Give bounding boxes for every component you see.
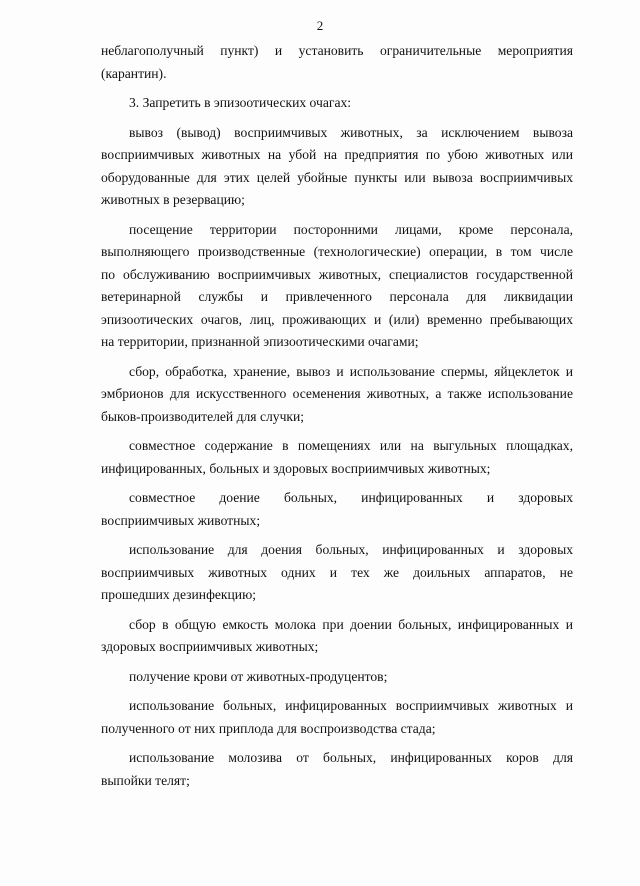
paragraph xyxy=(101,219,573,354)
text-line: ветеринарной службы и привлеченного персонала для ликвидации xyxy=(101,289,573,304)
text-line: эмбрионов для искусственного осеменения животных, а также использование xyxy=(101,386,573,401)
paragraph xyxy=(101,487,573,532)
text-line: здоровых восприимчивых животных; xyxy=(101,639,319,654)
text-line: животных в резервацию; xyxy=(101,192,245,207)
text-line: прошедших дезинфекцию; xyxy=(101,587,257,602)
text-line: восприимчивых животных; xyxy=(101,512,261,528)
text-line: эпизоотических очагов, лиц, проживающих и (или) временно пребывающих xyxy=(101,311,573,327)
paragraph xyxy=(101,122,573,212)
text-line: по обслуживанию восприимчивых животных, специалистов государственной xyxy=(101,266,573,282)
paragraph xyxy=(101,435,573,480)
page-number: 2 xyxy=(316,18,324,33)
text-line: использование больных, инфицированных восприимчивых животных и xyxy=(129,698,573,713)
paragraph xyxy=(101,40,573,85)
text-line: выполняющего производственные (технологические) операции, в том числе xyxy=(101,244,573,259)
text-line: использование молозива от больных, инфицированных коров для xyxy=(129,750,573,765)
text-line: совместное содержание в помещениях или на выгульных площадках, xyxy=(129,438,573,453)
text-line: получение крови от животных-продуцентов; xyxy=(129,668,388,684)
text-line: 3. Запретить в эпизоотических очагах: xyxy=(129,95,352,110)
text-line: совместное доение больных, инфицированных и здоровых xyxy=(129,490,573,505)
text-line: на территории, признанной эпизоотическими очагами; xyxy=(101,334,419,349)
text-line: полученного от них приплода для воспроизводства стада; xyxy=(101,720,436,736)
text-line: сбор в общую емкость молока при доении больных, инфицированных и xyxy=(129,616,573,632)
paragraph xyxy=(101,92,573,115)
text-line: использование для доения больных, инфицированных и здоровых xyxy=(129,542,573,557)
text-line: (карантин). xyxy=(101,65,167,81)
paragraph xyxy=(101,361,573,429)
paragraph xyxy=(101,666,573,689)
paragraph xyxy=(101,614,573,659)
text-line: сбор, обработка, хранение, вывоз и использование спермы, яйцеклеток и xyxy=(129,363,573,379)
text-line: неблагополучный пункт) и установить ограничительные мероприятия xyxy=(101,43,573,58)
text-line: выпойки телят; xyxy=(101,772,190,788)
paragraph xyxy=(101,695,573,740)
text-line: вывоз (вывод) восприимчивых животных, за исключением вывоза xyxy=(129,124,573,140)
text-line: восприимчивых животных одних и тех же доильных аппаратов, не xyxy=(101,564,573,580)
text-line: оборудованные для этих целей убойные пункты или вывоза восприимчивых xyxy=(101,169,573,185)
text-line: быков-производителей для случки; xyxy=(101,408,305,424)
text-line: инфицированных, больных и здоровых восприимчивых животных; xyxy=(101,460,491,476)
text-line: посещение территории посторонними лицами, кроме персонала, xyxy=(129,221,573,237)
text-line: восприимчивых животных на убой на предприятия по убою животных или xyxy=(101,147,573,162)
document-body xyxy=(101,40,573,799)
paragraph xyxy=(101,747,573,792)
paragraph xyxy=(101,539,573,607)
